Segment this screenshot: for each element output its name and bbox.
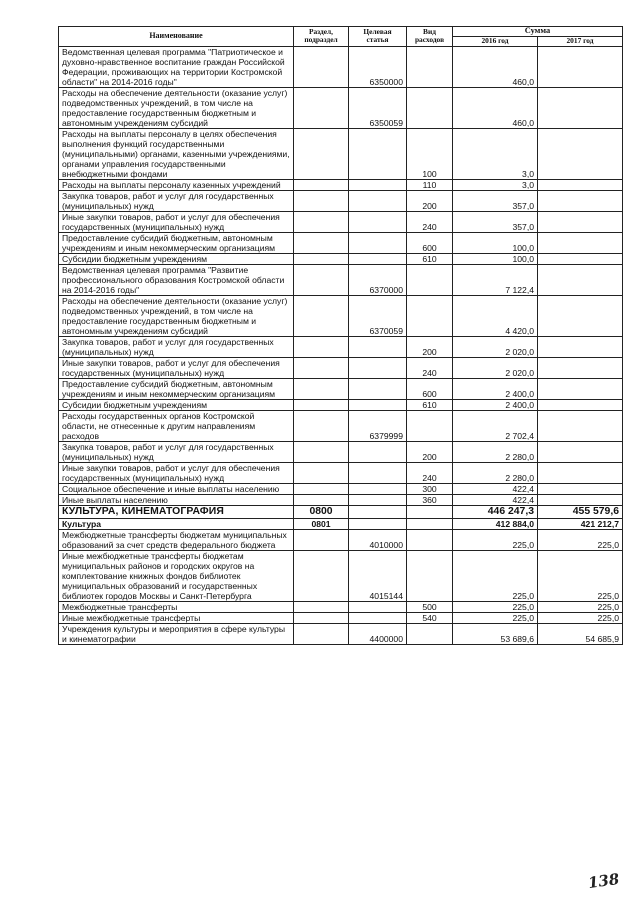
cell-name: Расходы на обеспечение деятельности (оказание услуг) подведомственных учреждений, в том числе на предоставление государственным бюджетным и автономным учреждениям субсидий (59, 87, 294, 128)
cell-y1: 225,0 (453, 529, 538, 550)
cell-section (294, 550, 349, 601)
cell-y1: 225,0 (453, 550, 538, 601)
cell-target (349, 190, 407, 211)
table-row (59, 378, 623, 399)
cell-section (294, 190, 349, 211)
cell-target (349, 483, 407, 494)
cell-kind: 240 (407, 357, 453, 378)
cell-name: Социальное обеспечение и иные выплаты населению (59, 483, 294, 494)
cell-name: Закупка товаров, работ и услуг для государственных (муниципальных) нужд (59, 190, 294, 211)
cell-name: Иные закупки товаров, работ и услуг для обеспечения государственных (муниципальных) нужд (59, 211, 294, 232)
cell-y2 (538, 494, 623, 505)
cell-kind: 500 (407, 601, 453, 612)
cell-section (294, 336, 349, 357)
cell-kind: 240 (407, 211, 453, 232)
cell-y2 (538, 378, 623, 399)
table-row (59, 211, 623, 232)
cell-y1: 100,0 (453, 232, 538, 253)
table-row (59, 128, 623, 179)
cell-section (294, 211, 349, 232)
cell-y1: 446 247,3 (453, 505, 538, 518)
cell-section (294, 179, 349, 190)
cell-y1: 2 280,0 (453, 462, 538, 483)
cell-name: Расходы на обеспечение деятельности (оказание услуг) подведомственных учреждений, в том числе на предоставление государственным бюджетным и автономным учреждениям субсидий (59, 295, 294, 336)
cell-section (294, 399, 349, 410)
cell-section (294, 46, 349, 87)
cell-target (349, 253, 407, 264)
cell-kind (407, 264, 453, 295)
cell-y1: 3,0 (453, 128, 538, 179)
cell-target (349, 612, 407, 623)
cell-name: Иные межбюджетные трансферты бюджетам муниципальных районов и городских округов на комплектование книжных фондов библиотек муниципальных образований и государственных библиотек городов Москвы и Санкт-Петербурга (59, 550, 294, 601)
cell-y2: 54 685,9 (538, 623, 623, 644)
table-row (59, 483, 623, 494)
page-number: 138 (586, 869, 621, 893)
table-header (59, 27, 623, 47)
cell-kind: 300 (407, 483, 453, 494)
cell-section (294, 441, 349, 462)
table-row (59, 190, 623, 211)
cell-target (349, 128, 407, 179)
cell-y2 (538, 232, 623, 253)
cell-kind: 610 (407, 253, 453, 264)
header-section: Раздел, подраздел (294, 27, 349, 47)
cell-y2 (538, 179, 623, 190)
cell-target (349, 232, 407, 253)
cell-kind (407, 46, 453, 87)
cell-y1: 100,0 (453, 253, 538, 264)
cell-kind (407, 623, 453, 644)
cell-section (294, 612, 349, 623)
table-row (59, 441, 623, 462)
cell-y1: 4 420,0 (453, 295, 538, 336)
cell-y2 (538, 295, 623, 336)
budget-table (58, 26, 623, 645)
table-row (59, 601, 623, 612)
cell-target: 4010000 (349, 529, 407, 550)
cell-y2 (538, 211, 623, 232)
cell-target (349, 462, 407, 483)
cell-name: Ведомственная целевая программа "Развитие профессионального образования Костромской области на 2014-2016 годы" (59, 264, 294, 295)
cell-y1: 225,0 (453, 612, 538, 623)
cell-target: 6370059 (349, 295, 407, 336)
cell-y1: 2 400,0 (453, 378, 538, 399)
cell-target (349, 179, 407, 190)
header-target: Целевая статья (349, 27, 407, 47)
cell-y2 (538, 87, 623, 128)
cell-y1: 357,0 (453, 211, 538, 232)
cell-kind (407, 505, 453, 518)
cell-section (294, 87, 349, 128)
header-name: Наименование (59, 27, 294, 47)
table-row (59, 264, 623, 295)
cell-y1: 412 884,0 (453, 518, 538, 529)
table-row (59, 494, 623, 505)
table-row (59, 529, 623, 550)
cell-y2: 225,0 (538, 529, 623, 550)
cell-name: Межбюджетные трансферты бюджетам муниципальных образований за счет средств федерального бюджета (59, 529, 294, 550)
table-body (59, 46, 623, 644)
cell-section (294, 357, 349, 378)
cell-section (294, 462, 349, 483)
cell-y1: 53 689,6 (453, 623, 538, 644)
cell-y1: 2 020,0 (453, 357, 538, 378)
table-row (59, 612, 623, 623)
cell-target (349, 505, 407, 518)
cell-kind (407, 529, 453, 550)
cell-target (349, 211, 407, 232)
table-row (59, 410, 623, 441)
cell-name: Закупка товаров, работ и услуг для государственных (муниципальных) нужд (59, 336, 294, 357)
table-row (59, 295, 623, 336)
cell-y1: 7 122,4 (453, 264, 538, 295)
cell-section (294, 483, 349, 494)
cell-target: 4400000 (349, 623, 407, 644)
table-row (59, 336, 623, 357)
cell-section (294, 494, 349, 505)
table-row (59, 518, 623, 529)
table-row (59, 623, 623, 644)
cell-y2: 421 212,7 (538, 518, 623, 529)
cell-name: КУЛЬТУРА, КИНЕМАТОГРАФИЯ (59, 505, 294, 518)
cell-name: Субсидии бюджетным учреждениям (59, 399, 294, 410)
cell-y1: 2 702,4 (453, 410, 538, 441)
cell-section (294, 410, 349, 441)
cell-y2 (538, 128, 623, 179)
cell-y2: 455 579,6 (538, 505, 623, 518)
cell-kind: 200 (407, 336, 453, 357)
cell-section (294, 378, 349, 399)
cell-section: 0800 (294, 505, 349, 518)
cell-y2 (538, 357, 623, 378)
cell-kind: 540 (407, 612, 453, 623)
table-row (59, 357, 623, 378)
cell-target (349, 336, 407, 357)
cell-target (349, 601, 407, 612)
cell-name: Предоставление субсидий бюджетным, автономным учреждениям и иным некоммерческим организациям (59, 232, 294, 253)
cell-section (294, 232, 349, 253)
cell-y1: 422,4 (453, 483, 538, 494)
cell-y2 (538, 462, 623, 483)
table-row (59, 179, 623, 190)
cell-y2 (538, 253, 623, 264)
cell-name: Культура (59, 518, 294, 529)
cell-kind: 100 (407, 128, 453, 179)
cell-section (294, 128, 349, 179)
cell-y2 (538, 336, 623, 357)
cell-target (349, 357, 407, 378)
cell-kind: 240 (407, 462, 453, 483)
header-year-2017: 2017 год (538, 37, 623, 47)
cell-target: 6370000 (349, 264, 407, 295)
cell-y1: 357,0 (453, 190, 538, 211)
cell-y2 (538, 483, 623, 494)
cell-section (294, 601, 349, 612)
cell-kind (407, 87, 453, 128)
cell-name: Иные закупки товаров, работ и услуг для обеспечения государственных (муниципальных) нужд (59, 462, 294, 483)
cell-target (349, 518, 407, 529)
cell-y2: 225,0 (538, 612, 623, 623)
header-year-2016: 2016 год (453, 37, 538, 47)
table-row (59, 232, 623, 253)
cell-section (294, 295, 349, 336)
table-row (59, 253, 623, 264)
cell-kind: 200 (407, 441, 453, 462)
document-page (58, 26, 622, 645)
cell-y2 (538, 441, 623, 462)
cell-y1: 460,0 (453, 87, 538, 128)
cell-name: Расходы на выплаты персоналу в целях обеспечения выполнения функций государственными (муниципальными) органами, казенными учреждениями, органами управления государственными внебюджетными фондами (59, 128, 294, 179)
cell-name: Закупка товаров, работ и услуг для государственных (муниципальных) нужд (59, 441, 294, 462)
cell-y1: 2 020,0 (453, 336, 538, 357)
cell-target: 6350000 (349, 46, 407, 87)
cell-name: Межбюджетные трансферты (59, 601, 294, 612)
cell-target (349, 399, 407, 410)
cell-target: 6379999 (349, 410, 407, 441)
cell-section: 0801 (294, 518, 349, 529)
cell-name: Ведомственная целевая программа "Патриотическое и духовно-нравственное воспитание граждан Российской Федерации, проживающих на территории Костромской области" на 2014-2016 годы" (59, 46, 294, 87)
cell-kind: 600 (407, 232, 453, 253)
cell-y1: 3,0 (453, 179, 538, 190)
cell-y1: 225,0 (453, 601, 538, 612)
table-row (59, 46, 623, 87)
cell-section (294, 623, 349, 644)
cell-y2 (538, 399, 623, 410)
cell-kind: 360 (407, 494, 453, 505)
cell-kind (407, 410, 453, 441)
cell-name: Иные закупки товаров, работ и услуг для обеспечения государственных (муниципальных) нужд (59, 357, 294, 378)
table-row (59, 505, 623, 518)
cell-kind (407, 518, 453, 529)
cell-section (294, 264, 349, 295)
cell-target: 6350059 (349, 87, 407, 128)
cell-y1: 2 400,0 (453, 399, 538, 410)
cell-section (294, 253, 349, 264)
table-row (59, 87, 623, 128)
cell-name: Субсидии бюджетным учреждениям (59, 253, 294, 264)
cell-kind: 110 (407, 179, 453, 190)
table-row (59, 550, 623, 601)
cell-target (349, 494, 407, 505)
cell-target (349, 441, 407, 462)
cell-kind (407, 550, 453, 601)
cell-y1: 2 280,0 (453, 441, 538, 462)
table-row (59, 462, 623, 483)
cell-y2 (538, 264, 623, 295)
header-kind: Вид расходов (407, 27, 453, 47)
cell-kind (407, 295, 453, 336)
cell-y1: 460,0 (453, 46, 538, 87)
cell-y1: 422,4 (453, 494, 538, 505)
cell-name: Иные выплаты населению (59, 494, 294, 505)
cell-y2: 225,0 (538, 550, 623, 601)
cell-kind: 600 (407, 378, 453, 399)
header-sum: Сумма (453, 27, 623, 37)
table-row (59, 399, 623, 410)
cell-y2 (538, 46, 623, 87)
cell-name: Учреждения культуры и мероприятия в сфере культуры и кинематографии (59, 623, 294, 644)
cell-name: Расходы на выплаты персоналу казенных учреждений (59, 179, 294, 190)
cell-name: Предоставление субсидий бюджетным, автономным учреждениям и иным некоммерческим организациям (59, 378, 294, 399)
cell-y2 (538, 410, 623, 441)
cell-y2 (538, 190, 623, 211)
cell-target (349, 378, 407, 399)
cell-kind: 200 (407, 190, 453, 211)
cell-kind: 610 (407, 399, 453, 410)
cell-section (294, 529, 349, 550)
cell-target: 4015144 (349, 550, 407, 601)
cell-name: Расходы государственных органов Костромской области, не отнесенные к другим направлениям расходов (59, 410, 294, 441)
cell-name: Иные межбюджетные трансферты (59, 612, 294, 623)
cell-y2: 225,0 (538, 601, 623, 612)
